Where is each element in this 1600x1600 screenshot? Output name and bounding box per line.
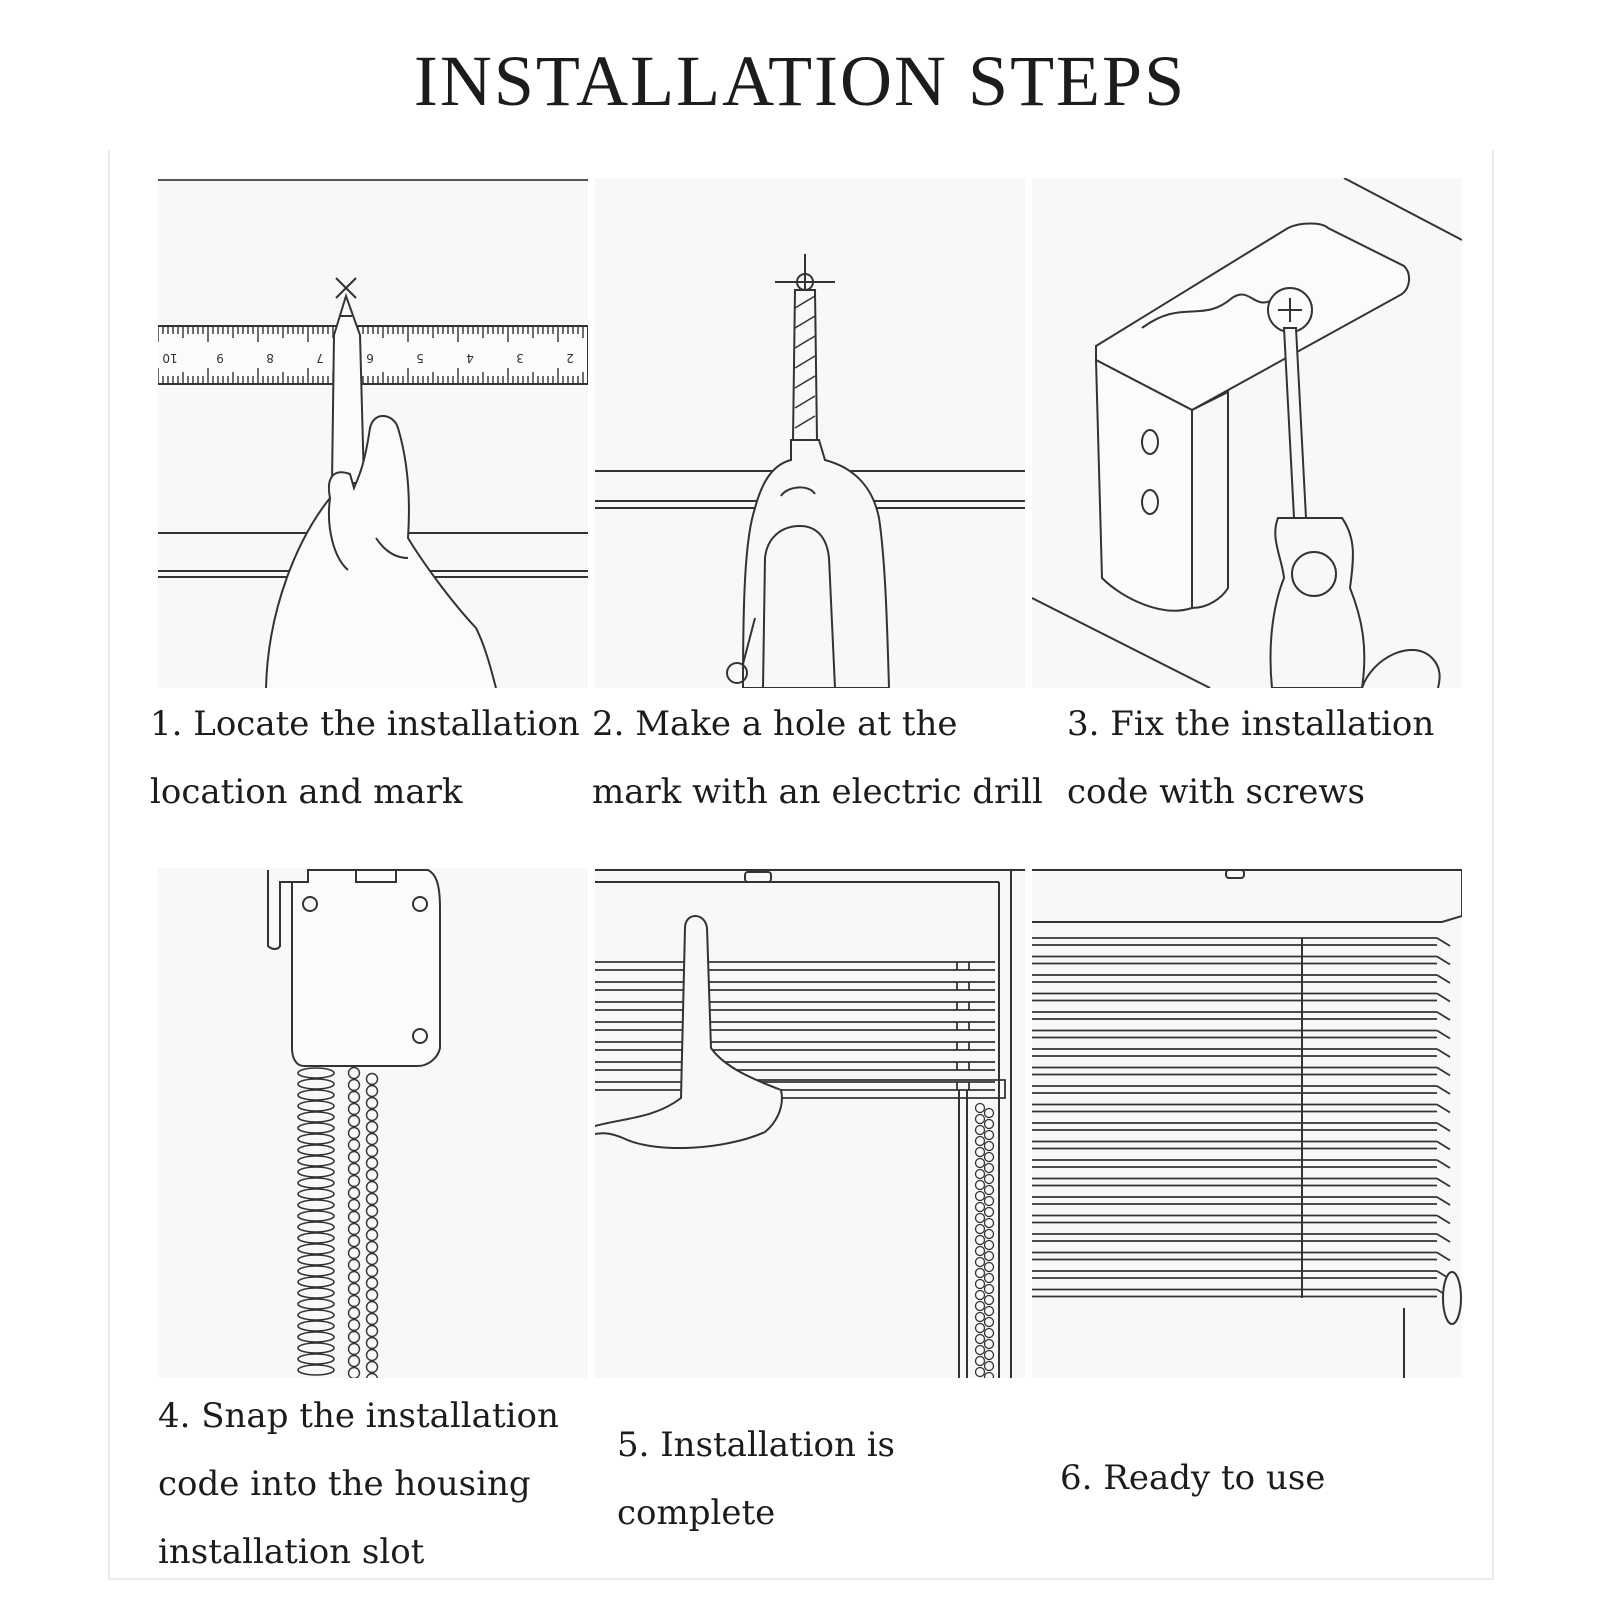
step1-caption: 1. Locate the installation location and mark (150, 704, 580, 812)
step5-caption: 5. Installation is complete (617, 1425, 896, 1533)
step2-caption: 2. Make a hole at the mark with an electric drill (592, 704, 1043, 812)
step4-illustration (158, 868, 588, 1378)
screwdriver-shaft (1284, 328, 1306, 518)
hand (595, 916, 782, 1148)
step3-caption: 3. Fix the installation code with screws (1067, 704, 1435, 812)
hand (266, 416, 496, 688)
step1-illustration (158, 178, 588, 688)
step3-illustration (1032, 178, 1462, 688)
ruler-number: 2 (566, 351, 574, 365)
step4-caption: 4. Snap the installation code into the housing installation slot (158, 1396, 559, 1572)
ruler-number: 4 (466, 351, 474, 365)
ruler-number: 7 (316, 351, 324, 365)
step6-caption: 6. Ready to use (1060, 1458, 1326, 1498)
pencil (332, 296, 364, 483)
ruler-number: 10 (162, 351, 178, 365)
ruler-number: 5 (416, 351, 424, 365)
bracket-top (1096, 224, 1409, 411)
step6-illustration (1032, 868, 1462, 1378)
ruler-number: 3 (516, 351, 524, 365)
ruler-number: 6 (366, 351, 374, 365)
step2-illustration (595, 178, 1025, 688)
ruler-number: 9 (216, 351, 224, 365)
screwdriver-handle (1271, 518, 1365, 688)
page-title: INSTALLATION STEPS (413, 41, 1187, 121)
step5-illustration (595, 868, 1025, 1378)
ruler-number: 8 (266, 351, 274, 365)
wand-handle (1443, 1272, 1461, 1324)
